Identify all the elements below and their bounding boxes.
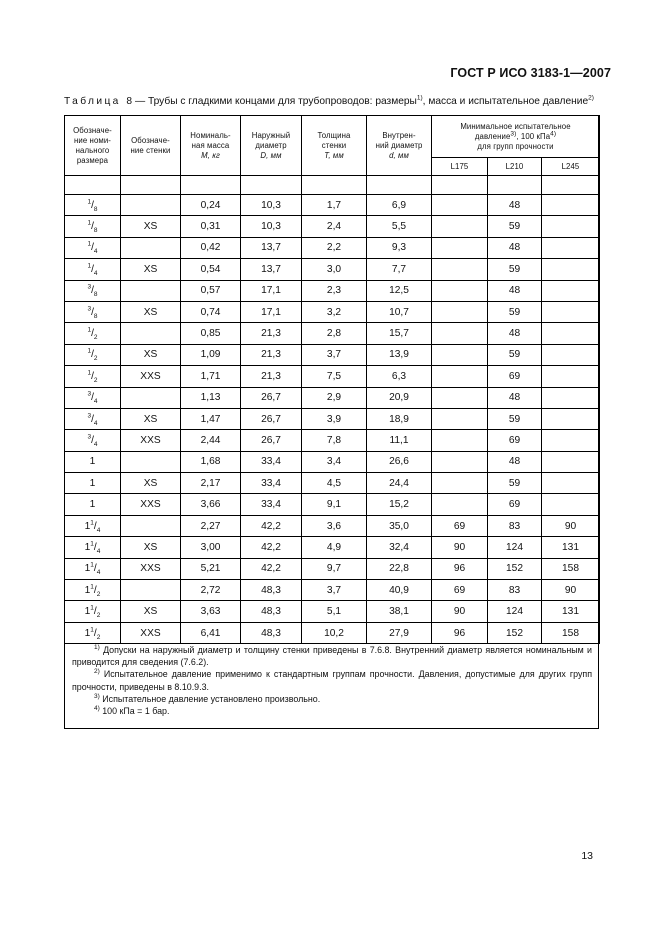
table-row (65, 301, 600, 322)
cell-nominal-mass: 1,13 (181, 387, 241, 408)
cell-nominal-mass: 0,74 (181, 301, 241, 322)
cell-pressure-l175: 96 (432, 558, 488, 579)
cell-nominal-size: $1^1/_2$ (65, 622, 121, 643)
cell-pressure-l245: 131 (542, 537, 600, 558)
cell-nominal-mass: 1,68 (181, 451, 241, 472)
cell-wall-designation: XXS (121, 494, 181, 515)
cell-wall-thickness: 3,4 (302, 451, 367, 472)
cell-inner-diameter: 5,5 (367, 216, 432, 237)
cell-nominal-size: $1^1/_4$ (65, 537, 121, 558)
cell-inner-diameter: 11,1 (367, 430, 432, 451)
cell-outer-diameter: 26,7 (241, 430, 302, 451)
cell-outer-diameter: 33,4 (241, 473, 302, 494)
table-row (65, 344, 600, 365)
cell-nominal-mass: 0,24 (181, 195, 241, 216)
cell-pressure-l245 (542, 408, 600, 429)
caption-prefix: Таблица (64, 96, 121, 107)
cell-outer-diameter: 48,3 (241, 622, 302, 643)
table-row (65, 451, 600, 472)
header-l245: L245 (542, 158, 600, 176)
cell-outer-diameter: 33,4 (241, 494, 302, 515)
caption-text-before: — Трубы с гладкими концами для трубопроводов: размеры (134, 96, 417, 107)
cell-nominal-size: 1 (65, 494, 121, 515)
cell-wall-thickness: 4,5 (302, 473, 367, 494)
cell-nominal-size: $^1/_8$ (65, 216, 121, 237)
cell-pressure-l210: 48 (488, 280, 542, 301)
cell-wall-designation: XS (121, 601, 181, 622)
cell-nominal-mass: 2,72 (181, 580, 241, 601)
cell-inner-diameter: 22,8 (367, 558, 432, 579)
cell-nominal-mass: 2,17 (181, 473, 241, 494)
cell-pressure-l210: 59 (488, 473, 542, 494)
cell-nominal-mass: 2,44 (181, 430, 241, 451)
cell-wall-thickness: 1,7 (302, 195, 367, 216)
cell-wall-designation: XS (121, 537, 181, 558)
cell-pressure-l175: 69 (432, 580, 488, 601)
cell-pressure-l210: 48 (488, 237, 542, 258)
cell-pressure-l210: 83 (488, 580, 542, 601)
cell-pressure-l210: 124 (488, 537, 542, 558)
cell-wall-designation (121, 451, 181, 472)
cell-outer-diameter: 21,3 (241, 366, 302, 387)
cell-wall-thickness: 3,7 (302, 344, 367, 365)
footnote-3: $^{3)}$ Испытательное давление установлено произвольно. (94, 692, 321, 704)
cell-wall-designation (121, 237, 181, 258)
cell-pressure-l245 (542, 237, 600, 258)
cell-nominal-mass: 0,54 (181, 259, 241, 280)
cell-pressure-l245: 90 (542, 515, 600, 536)
cell-inner-diameter: 6,3 (367, 366, 432, 387)
cell-inner-diameter: 38,1 (367, 601, 432, 622)
cell-nominal-size: $1^1/_2$ (65, 601, 121, 622)
cell-wall-designation (121, 387, 181, 408)
table-row (65, 494, 600, 515)
cell-pressure-l175 (432, 259, 488, 280)
cell-wall-designation (121, 515, 181, 536)
cell-nominal-mass: 3,66 (181, 494, 241, 515)
cell-nominal-mass: 1,47 (181, 408, 241, 429)
cell-inner-diameter: 20,9 (367, 387, 432, 408)
cell-nominal-size: $1^1/_4$ (65, 558, 121, 579)
cell-wall-thickness: 2,9 (302, 387, 367, 408)
cell-nominal-size: $^1/_4$ (65, 259, 121, 280)
cell-wall-thickness: 9,1 (302, 494, 367, 515)
cell-wall-thickness: 5,1 (302, 601, 367, 622)
cell-inner-diameter: 24,4 (367, 473, 432, 494)
cell-wall-designation: XS (121, 259, 181, 280)
cell-outer-diameter: 26,7 (241, 408, 302, 429)
cell-wall-thickness: 7,5 (302, 366, 367, 387)
table-row (65, 515, 600, 536)
cell-outer-diameter: 42,2 (241, 558, 302, 579)
header-wall-thickness: Толщина стенки T, мм (302, 116, 367, 176)
caption-sup2: 2) (588, 94, 594, 102)
cell-inner-diameter: 13,9 (367, 344, 432, 365)
cell-outer-diameter: 13,7 (241, 237, 302, 258)
cell-pressure-l210: 124 (488, 601, 542, 622)
cell-nominal-mass: 1,09 (181, 344, 241, 365)
cell-pressure-l175 (432, 280, 488, 301)
cell-pressure-l245 (542, 280, 600, 301)
cell-nominal-mass: 2,27 (181, 515, 241, 536)
cell-outer-diameter: 17,1 (241, 301, 302, 322)
cell-wall-thickness: 3,7 (302, 580, 367, 601)
table-row (65, 558, 600, 579)
cell-pressure-l245 (542, 473, 600, 494)
cell-inner-diameter: 15,7 (367, 323, 432, 344)
cell-pressure-l245: 158 (542, 558, 600, 579)
cell-pressure-l210: 48 (488, 195, 542, 216)
cell-outer-diameter: 10,3 (241, 195, 302, 216)
header-outer-diameter: Наружный диаметр D, мм (241, 116, 302, 176)
cell-wall-designation: XXS (121, 430, 181, 451)
cell-pressure-l175 (432, 494, 488, 515)
cell-pressure-l175 (432, 237, 488, 258)
cell-nominal-size: 1 (65, 451, 121, 472)
cell-pressure-l245 (542, 323, 600, 344)
cell-pressure-l210: 59 (488, 259, 542, 280)
cell-pressure-l175: 69 (432, 515, 488, 536)
cell-wall-designation: XS (121, 408, 181, 429)
cell-wall-thickness: 10,2 (302, 622, 367, 643)
cell-pressure-l175 (432, 430, 488, 451)
cell-wall-designation (121, 280, 181, 301)
cell-pressure-l245 (542, 195, 600, 216)
cell-outer-diameter: 42,2 (241, 515, 302, 536)
cell-nominal-size: $^3/_4$ (65, 408, 121, 429)
cell-pressure-l245 (542, 494, 600, 515)
cell-nominal-size: $^3/_8$ (65, 301, 121, 322)
cell-pressure-l175: 90 (432, 537, 488, 558)
cell-nominal-size: $^1/_8$ (65, 195, 121, 216)
cell-inner-diameter: 15,2 (367, 494, 432, 515)
table-row (65, 280, 600, 301)
cell-pressure-l210: 69 (488, 430, 542, 451)
table-row (65, 430, 600, 451)
table-row (65, 237, 600, 258)
cell-pressure-l245 (542, 216, 600, 237)
cell-pressure-l245 (542, 430, 600, 451)
cell-nominal-size: $1^1/_2$ (65, 580, 121, 601)
cell-wall-thickness: 9,7 (302, 558, 367, 579)
cell-nominal-size: 1 (65, 473, 121, 494)
cell-pressure-l245 (542, 366, 600, 387)
cell-nominal-mass: 0,31 (181, 216, 241, 237)
cell-nominal-size: $^1/_2$ (65, 344, 121, 365)
cell-pressure-l210: 48 (488, 387, 542, 408)
cell-pressure-l210: 59 (488, 216, 542, 237)
cell-nominal-mass: 3,00 (181, 537, 241, 558)
cell-pressure-l210: 152 (488, 558, 542, 579)
cell-inner-diameter: 26,6 (367, 451, 432, 472)
cell-pressure-l175 (432, 473, 488, 494)
cell-inner-diameter: 18,9 (367, 408, 432, 429)
table-row (65, 323, 600, 344)
cell-wall-thickness: 2,8 (302, 323, 367, 344)
cell-wall-thickness: 3,2 (302, 301, 367, 322)
cell-nominal-mass: 6,41 (181, 622, 241, 643)
cell-pressure-l245: 131 (542, 601, 600, 622)
cell-pressure-l175 (432, 301, 488, 322)
cell-outer-diameter: 17,1 (241, 280, 302, 301)
table-row (65, 601, 600, 622)
cell-pressure-l210: 59 (488, 301, 542, 322)
cell-pressure-l210: 59 (488, 344, 542, 365)
cell-pressure-l245 (542, 259, 600, 280)
cell-wall-thickness: 3,9 (302, 408, 367, 429)
cell-wall-designation: XXS (121, 558, 181, 579)
cell-outer-diameter: 13,7 (241, 259, 302, 280)
table-row (65, 473, 600, 494)
cell-outer-diameter: 26,7 (241, 387, 302, 408)
cell-wall-designation: XS (121, 301, 181, 322)
cell-pressure-l210: 59 (488, 408, 542, 429)
cell-inner-diameter: 35,0 (367, 515, 432, 536)
table-caption (64, 96, 604, 107)
cell-wall-thickness: 2,2 (302, 237, 367, 258)
cell-pressure-l175: 90 (432, 601, 488, 622)
footnote-2: $^{2)}$ Испытательное давление применимо к стандартным группам прочности. Давления, допустимые для других групп прочности, приведены в 8.10.9.3. (72, 668, 592, 692)
table-row (65, 195, 600, 216)
cell-pressure-l175 (432, 323, 488, 344)
cell-nominal-size: $^1/_4$ (65, 237, 121, 258)
cell-inner-diameter: 7,7 (367, 259, 432, 280)
cell-nominal-size: $^3/_8$ (65, 280, 121, 301)
cell-nominal-size: $^3/_4$ (65, 387, 121, 408)
cell-nominal-mass: 1,71 (181, 366, 241, 387)
cell-outer-diameter: 10,3 (241, 216, 302, 237)
document-code: ГОСТ Р ИСО 3183-1—2007 (450, 66, 611, 80)
cell-inner-diameter: 9,3 (367, 237, 432, 258)
cell-nominal-size: $1^1/_4$ (65, 515, 121, 536)
cell-wall-designation (121, 580, 181, 601)
cell-pressure-l210: 48 (488, 323, 542, 344)
cell-pressure-l245 (542, 451, 600, 472)
cell-inner-diameter: 12,5 (367, 280, 432, 301)
cell-pressure-l175: 96 (432, 622, 488, 643)
cell-nominal-mass: 5,21 (181, 558, 241, 579)
cell-nominal-mass: 3,63 (181, 601, 241, 622)
table-row (65, 580, 600, 601)
cell-inner-diameter: 10,7 (367, 301, 432, 322)
cell-outer-diameter: 21,3 (241, 344, 302, 365)
cell-wall-designation (121, 195, 181, 216)
cell-pressure-l245 (542, 344, 600, 365)
header-l175: L175 (432, 158, 488, 176)
page-number: 13 (581, 850, 593, 862)
cell-wall-designation: XS (121, 344, 181, 365)
cell-nominal-size: $^1/_2$ (65, 366, 121, 387)
cell-pressure-l245 (542, 387, 600, 408)
cell-nominal-mass: 0,85 (181, 323, 241, 344)
cell-wall-designation (121, 323, 181, 344)
footnotes (72, 644, 592, 717)
cell-wall-thickness: 2,4 (302, 216, 367, 237)
cell-outer-diameter: 42,2 (241, 537, 302, 558)
cell-pressure-l175 (432, 366, 488, 387)
cell-pressure-l175 (432, 387, 488, 408)
cell-pressure-l245: 158 (542, 622, 600, 643)
cell-wall-thickness: 3,6 (302, 515, 367, 536)
cell-wall-designation: XS (121, 473, 181, 494)
cell-pressure-l210: 83 (488, 515, 542, 536)
cell-pressure-l210: 69 (488, 494, 542, 515)
header-spacer-row (65, 176, 600, 195)
table-row (65, 387, 600, 408)
caption-number: 8 (126, 96, 133, 107)
cell-pressure-l175 (432, 195, 488, 216)
caption-text-middle: , масса и испытательное давление (422, 96, 589, 107)
header-nominal-size: Обозначе- ние номи- нального размера (65, 116, 121, 176)
pipe-table (64, 115, 600, 644)
cell-outer-diameter: 21,3 (241, 323, 302, 344)
cell-outer-diameter: 48,3 (241, 601, 302, 622)
header-l210: L210 (488, 158, 542, 176)
cell-wall-designation: XS (121, 216, 181, 237)
footnote-4: $^{4)}$ 100 кПа = 1 бар. (94, 705, 170, 717)
header-test-pressure: Минимальное испытательное давление$^{3)}$, 100 кПа$^{4)}$ для групп прочности (432, 116, 600, 158)
cell-nominal-size: $^3/_4$ (65, 430, 121, 451)
cell-wall-thickness: 4,9 (302, 537, 367, 558)
cell-pressure-l175 (432, 451, 488, 472)
table-row (65, 622, 600, 643)
cell-wall-thickness: 3,0 (302, 259, 367, 280)
cell-outer-diameter: 48,3 (241, 580, 302, 601)
cell-nominal-size: $^1/_2$ (65, 323, 121, 344)
table-row (65, 366, 600, 387)
cell-wall-designation: XXS (121, 622, 181, 643)
cell-inner-diameter: 32,4 (367, 537, 432, 558)
cell-inner-diameter: 27,9 (367, 622, 432, 643)
cell-pressure-l210: 69 (488, 366, 542, 387)
cell-pressure-l175 (432, 408, 488, 429)
cell-inner-diameter: 6,9 (367, 195, 432, 216)
cell-nominal-mass: 0,57 (181, 280, 241, 301)
cell-pressure-l245 (542, 301, 600, 322)
footnote-1: $^{1)}$ Допуски на наружный диаметр и толщину стенки приведены в 7.6.8. Внутренний диаметр является номинальным и приводится для сведения (7.6.2). (72, 644, 593, 668)
header-inner-diameter: Внутрен- ний диаметр d, мм (367, 116, 432, 176)
table-row (65, 537, 600, 558)
cell-inner-diameter: 40,9 (367, 580, 432, 601)
cell-pressure-l175 (432, 216, 488, 237)
table-row (65, 408, 600, 429)
header-wall-designation: Обозначе- ние стенки (121, 116, 181, 176)
caption-sup1: 1) (416, 94, 423, 102)
header-nominal-mass: Номиналь- ная масса M, кг (181, 116, 241, 176)
cell-pressure-l245: 90 (542, 580, 600, 601)
table-row (65, 259, 600, 280)
cell-wall-designation: XXS (121, 366, 181, 387)
cell-outer-diameter: 33,4 (241, 451, 302, 472)
cell-pressure-l210: 152 (488, 622, 542, 643)
cell-pressure-l175 (432, 344, 488, 365)
table-row (65, 216, 600, 237)
cell-pressure-l210: 48 (488, 451, 542, 472)
cell-wall-thickness: 7,8 (302, 430, 367, 451)
cell-nominal-mass: 0,42 (181, 237, 241, 258)
cell-wall-thickness: 2,3 (302, 280, 367, 301)
